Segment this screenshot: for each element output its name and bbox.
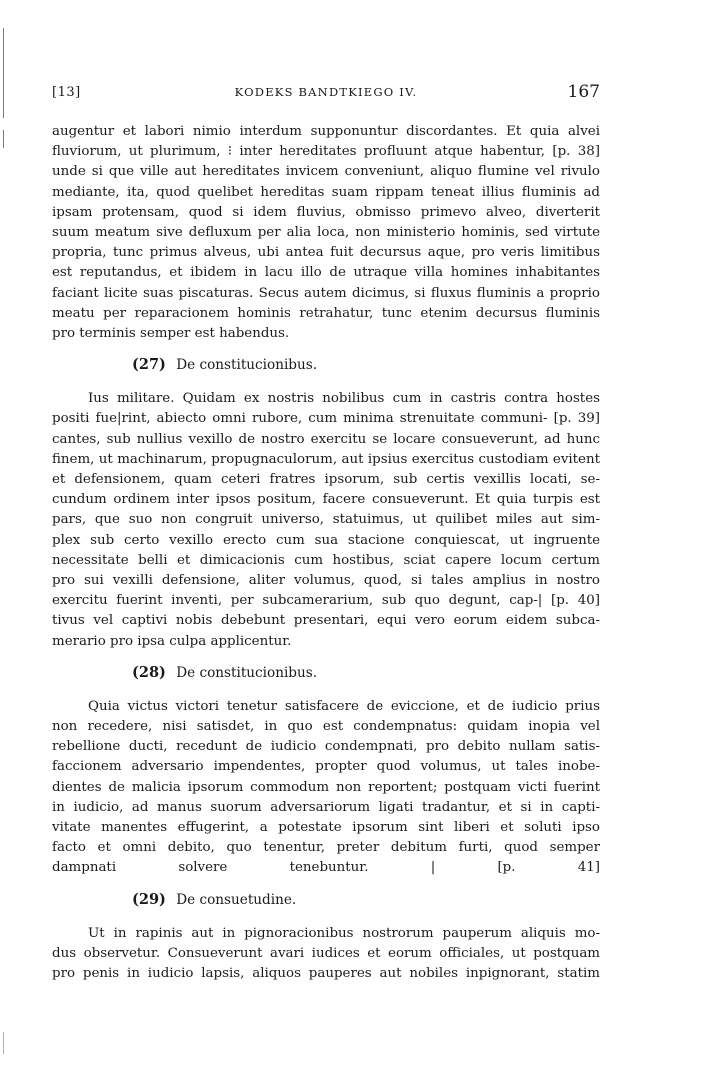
text-line: positi fue|rint, abiecto omni rubore, cum minima strenuitate communi- [p. 39] bbox=[52, 411, 600, 427]
text-line: augentur et labori nimio interdum supponuntur discordantes. Et quia alvei bbox=[52, 124, 600, 139]
text-line: in iudicio, ad manus suorum adversariorum ligati tradantur, et si in capti- bbox=[52, 799, 600, 815]
text-line: plex sub certo vexillo erecto cum sua stacione conquiescat, ut ingruente bbox=[52, 532, 600, 548]
section-heading-27 bbox=[52, 355, 600, 375]
text-line: dus observetur. Consueverunt avari iudices et eorum officiales, ut postquam bbox=[52, 945, 600, 961]
text-line: mediante, ita, quod quelibet hereditas suam rippam teneat illius fluminis ad bbox=[52, 184, 600, 200]
page-edge-rule bbox=[3, 28, 4, 118]
text-line: dampnati solvere tenebuntur. | [p. 41] bbox=[52, 860, 600, 876]
section-heading-28 bbox=[52, 663, 600, 683]
paragraph-29 bbox=[52, 924, 600, 985]
running-header bbox=[52, 84, 600, 108]
section-title: De consuetudine. bbox=[176, 891, 297, 908]
text-line: meatu per reparacionem hominis retrahatur, tunc etenim decursus fluminis bbox=[52, 305, 600, 321]
text-line: finem, ut machinarum, propugnaculorum, aut ipsius exercitus custodiam evitent bbox=[52, 451, 600, 467]
paragraph-28 bbox=[52, 697, 600, 879]
section-title: De constitucionibus. bbox=[176, 357, 318, 374]
section-number: (28) bbox=[132, 663, 166, 681]
paragraph-27 bbox=[52, 389, 600, 651]
text-line: propria, tunc primus alveus, ubi antea fuit decursus aque, pro veris limitibus bbox=[52, 245, 600, 261]
text-line: faciant licite suas piscaturas. Secus autem dicimus, si fluxus fluminis a proprio bbox=[52, 285, 600, 301]
text-line: cantes, sub nullius vexillo de nostro exercitu se locare consueverunt, ad hunc bbox=[52, 431, 600, 447]
text-line: pro sui vexilli defensione, aliter volumus, quod, si tales amplius in nostro bbox=[52, 572, 600, 588]
text-line: vitate manentes effugerint, a potestate ipsorum sint liberi et soluti ipso bbox=[52, 820, 600, 835]
text-line: merario pro ipsa culpa applicentur. bbox=[52, 633, 292, 649]
text-line: cundum ordinem inter ipsos positum, facere consueverunt. Et quia turpis est bbox=[52, 492, 600, 508]
page-body bbox=[52, 122, 600, 984]
text-line: fluviorum, ut plurimum, ⁝ inter hereditates profluunt atque habentur, [p. 38] bbox=[52, 144, 600, 160]
text-line: suum meatum sive defluxum per alia loca, non ministerio hominis, sed virtute bbox=[52, 224, 600, 240]
text-line: et defensionem, quam ceteri fratres ipsorum, sub certis vexillis locati, se- bbox=[52, 472, 600, 487]
page-edge-rule bbox=[3, 130, 4, 148]
text-line: faccionem adversario impendentes, propter quod volumus, ut tales inobe- bbox=[52, 759, 600, 775]
text-line: Quia victus victori tenetur satisfacere de eviccione, et de iudicio prius bbox=[88, 698, 600, 714]
text-line: pars, que suo non congruit universo, statuimus, ut quilibet miles aut sim- bbox=[52, 512, 600, 528]
text-line: rebellione ducti, recedunt de iudicio condempnati, pro debito nullam satis- bbox=[52, 739, 600, 755]
text-line: necessitate belli et dimicacionis cum hostibus, sciat capere locum certum bbox=[52, 552, 600, 568]
text-line: est reputandus, et ibidem in lacu illo de utraque villa homines inhabitantes bbox=[52, 265, 600, 281]
paragraph-26-end bbox=[52, 122, 600, 344]
section-marker: [13] bbox=[52, 85, 81, 100]
section-title: De constitucionibus. bbox=[176, 664, 318, 681]
section-number: (29) bbox=[132, 890, 166, 908]
text-line: pro terminis semper est habendus. bbox=[52, 325, 290, 341]
text-line: facto et omni debito, quo tenentur, preter debitum furti, quod semper bbox=[52, 840, 600, 856]
running-title: KODEKS BANDTKIEGO IV. bbox=[234, 85, 418, 99]
section-number: (27) bbox=[132, 356, 166, 374]
text-line: dientes de malicia ipsorum commodum non reportent; postquam victi fuerint bbox=[52, 779, 600, 795]
text-line: unde si que ville aut hereditates invicem conveniunt, aliquo flumine vel rivulo bbox=[52, 164, 600, 180]
text-line: ipsam protensam, quod si idem fluvius, obmisso primevo alveo, diverterit bbox=[52, 204, 600, 220]
text-line: tivus vel captivi nobis debebunt presentari, equi vero eorum eidem subca- bbox=[52, 613, 600, 629]
section-heading-29 bbox=[52, 890, 600, 910]
text-line: exercitu fuerint inventi, per subcamerarium, sub quo degunt, cap-| [p. 40] bbox=[52, 593, 600, 609]
text-line: pro penis in iudicio lapsis, aliquos pauperes aut nobiles inpignorant, statim bbox=[52, 966, 600, 982]
text-line: non recedere, nisi satisdet, in quo est condempnatus: quidam inopia vel bbox=[52, 719, 600, 735]
text-line: Ius militare. Quidam ex nostris nobilibus cum in castris contra hostes bbox=[88, 391, 600, 407]
page-number: 167 bbox=[567, 82, 600, 102]
page-edge-rule bbox=[3, 1032, 4, 1054]
text-line: Ut in rapinis aut in pignoracionibus nostrorum pauperum aliquis mo- bbox=[88, 925, 600, 941]
